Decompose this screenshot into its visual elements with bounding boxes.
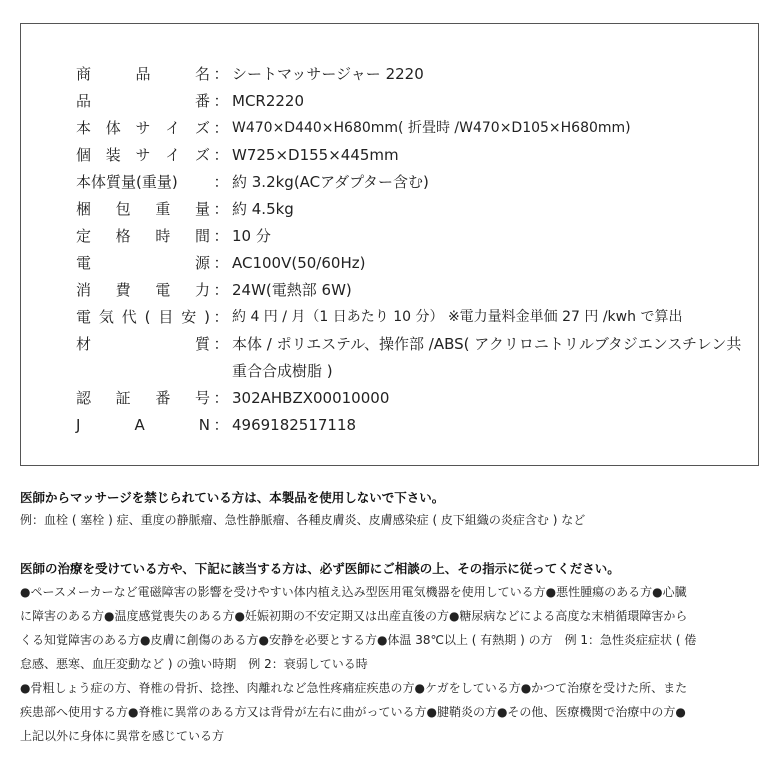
spec-label-char: A: [134, 416, 145, 434]
spec-label-char: 材: [76, 335, 92, 353]
spec-label-char: 安: [181, 308, 197, 326]
spec-colon: ：: [213, 200, 229, 218]
spec-label-char: 商: [76, 65, 92, 83]
spec-label: [76, 331, 210, 358]
spec-label-char: 源: [194, 254, 210, 272]
spec-colon: ：: [213, 389, 229, 407]
notice-consult-doctor: [20, 558, 765, 748]
spec-label-char: 認: [76, 389, 92, 407]
spec-label: [76, 250, 210, 277]
spec-label-char: 梱: [76, 200, 92, 218]
notice2-paragraph-2: [20, 676, 765, 748]
spec-value: 302AHBZX00010000: [232, 389, 390, 407]
spec-row: [76, 331, 756, 385]
spec-label-char: 包: [115, 200, 131, 218]
spec-value: W725×D155×445mm: [232, 146, 399, 164]
spec-row: [76, 250, 756, 277]
spec-row: [76, 169, 756, 196]
spec-label-char: 個: [76, 146, 92, 164]
spec-value: 24W(電熱部 6W): [232, 281, 352, 299]
spec-label-char: ズ: [194, 146, 210, 164]
notice1-text: 例：血栓 ( 塞栓 ) 症、重度の静脈瘤、急性静脈瘤、各種皮膚炎、皮膚感染症 ( 皮下組織の炎症含む ) など: [20, 513, 586, 527]
notice2-p1-line: に障害のある方●温度感覚喪失のある方●妊娠初期の不安定期又は出産直後の方●糖尿病などによる高度な末梢循環障害から: [20, 609, 688, 623]
spec-label-char: 電: [76, 308, 92, 326]
spec-label-char: 力: [194, 281, 210, 299]
spec-value: 4969182517118: [232, 416, 357, 434]
spec-label-char: 装: [105, 146, 121, 164]
spec-label-char: ): [204, 308, 210, 326]
notice1-heading: 医師からマッサージを禁じられている方は、本製品を使用しないで下さい。: [20, 490, 445, 505]
spec-value: シートマッサージャー 2220: [232, 65, 424, 83]
spec-label-char: N: [198, 416, 210, 434]
spec-value: 約 3.2kg(ACアダプター含む): [232, 173, 429, 191]
spec-label-char: 体: [105, 119, 121, 137]
spec-label-char: 電: [76, 254, 92, 272]
spec-value: MCR2220: [232, 92, 305, 110]
spec-label-char: 消: [76, 281, 92, 299]
spec-label-char: 品: [76, 92, 92, 110]
spec-colon: ：: [213, 146, 229, 164]
spec-label-char: 間: [194, 227, 210, 245]
spec-table: [76, 61, 756, 439]
spec-row: [76, 304, 756, 331]
spec-colon: ：: [213, 416, 229, 434]
spec-colon: ：: [213, 92, 229, 110]
spec-label: [76, 142, 210, 169]
spec-label-char: 番: [194, 92, 210, 110]
spec-row: [76, 385, 756, 412]
spec-label-char: イ: [165, 146, 181, 164]
spec-label-char: 時: [155, 227, 171, 245]
spec-label-char: 費: [115, 281, 131, 299]
spec-label-char: 重: [155, 200, 171, 218]
spec-colon: ：: [213, 65, 229, 83]
spec-row: [76, 196, 756, 223]
spec-label-char: 本: [76, 119, 92, 137]
spec-label-char: (: [144, 308, 151, 326]
spec-colon: ：: [213, 254, 229, 272]
spec-label-char: 気: [98, 308, 114, 326]
spec-box: [20, 23, 759, 466]
spec-label: [76, 412, 210, 439]
notice2-paragraph-1: [20, 580, 765, 676]
spec-value: 約 4 円 / 月（1 日あたり 10 分） ※電力量料金単価 27 円 /kwh で算出: [232, 309, 683, 325]
spec-label-char: 証: [115, 389, 131, 407]
spec-colon: ：: [213, 227, 229, 245]
spec-label-char: 量: [194, 200, 210, 218]
spec-value: W470×D440×H680mm( 折畳時 /W470×D105×H680mm): [232, 120, 631, 136]
spec-value: AC100V(50/60Hz): [232, 254, 366, 272]
spec-label-char: 名: [194, 65, 210, 83]
spec-label: [76, 196, 210, 223]
spec-row: [76, 277, 756, 304]
spec-label: [76, 169, 210, 196]
notice2-p1-line: 怠感、悪寒、血圧変動など ) の強い時期 例 2：衰弱している時: [20, 657, 368, 671]
spec-label-char: J: [76, 416, 81, 434]
notice2-p2-line: 上記以外に身体に異常を感じている方: [20, 729, 225, 743]
spec-label-char: 定: [76, 227, 92, 245]
notice2-p1-line: ●ペースメーカーなど電磁障害の影響を受けやすい体内植え込み型医用電気機器を使用している方●悪性腫瘍のある方●心臓: [20, 585, 687, 599]
spec-colon: ：: [213, 308, 229, 326]
spec-row: [76, 61, 756, 88]
spec-colon: ：: [213, 335, 229, 353]
spec-label-char: ズ: [194, 119, 210, 137]
notice2-p1-line: くる知覚障害のある方●皮膚に創傷のある方●安静を必要とする方●体温 38℃以上 ( 有熱期 ) の方 例 1：急性炎症症状 ( 倦: [20, 633, 697, 647]
spec-label: [76, 277, 210, 304]
spec-label: [76, 88, 210, 115]
spec-label-char: 代: [121, 308, 137, 326]
spec-label: [76, 61, 210, 88]
spec-label-char: 品: [135, 65, 151, 83]
spec-value: 約 4.5kg: [232, 200, 294, 218]
spec-label-char: イ: [165, 119, 181, 137]
spec-label-char: 番: [155, 389, 171, 407]
spec-value: 本体 / ポリエステル、操作部 /ABS( アクリロニトリルブタジエンスチレン共重合合成樹脂 ): [232, 335, 742, 380]
spec-label-char: 号: [194, 389, 210, 407]
spec-label: [76, 385, 210, 412]
notice-contraindication: [20, 487, 765, 531]
spec-label-char: 目: [158, 308, 174, 326]
spec-value: 10 分: [232, 227, 271, 245]
spec-label: [76, 115, 210, 142]
notice2-p2-line: 疾患部へ使用する方●脊椎に異常のある方又は背骨が左右に曲がっている方●腱鞘炎の方●その他、医療機関で治療中の方●: [20, 705, 686, 719]
spec-label-char: サ: [135, 119, 151, 137]
spec-colon: ：: [213, 173, 229, 191]
spec-label: [76, 223, 210, 250]
spec-label-char: サ: [135, 146, 151, 164]
spec-row: [76, 115, 756, 142]
spec-row: [76, 142, 756, 169]
spec-row: [76, 88, 756, 115]
spec-label-char: 格: [115, 227, 131, 245]
spec-label-char: 電: [155, 281, 171, 299]
spec-label-char: 本体質量(重量): [76, 173, 178, 191]
spec-row: [76, 223, 756, 250]
spec-colon: ：: [213, 119, 229, 137]
notice2-p2-line: ●骨粗しょう症の方、脊椎の骨折、捻挫、肉離れなど急性疼痛症疾患の方●ケガをしている方●かつて治療を受けた所、また: [20, 681, 688, 695]
spec-label: [76, 304, 210, 331]
notice2-heading: 医師の治療を受けている方や、下記に該当する方は、必ず医師にご相談の上、その指示に従ってください。: [20, 561, 620, 576]
spec-label-char: 質: [194, 335, 210, 353]
spec-colon: ：: [213, 281, 229, 299]
spec-row: [76, 412, 756, 439]
